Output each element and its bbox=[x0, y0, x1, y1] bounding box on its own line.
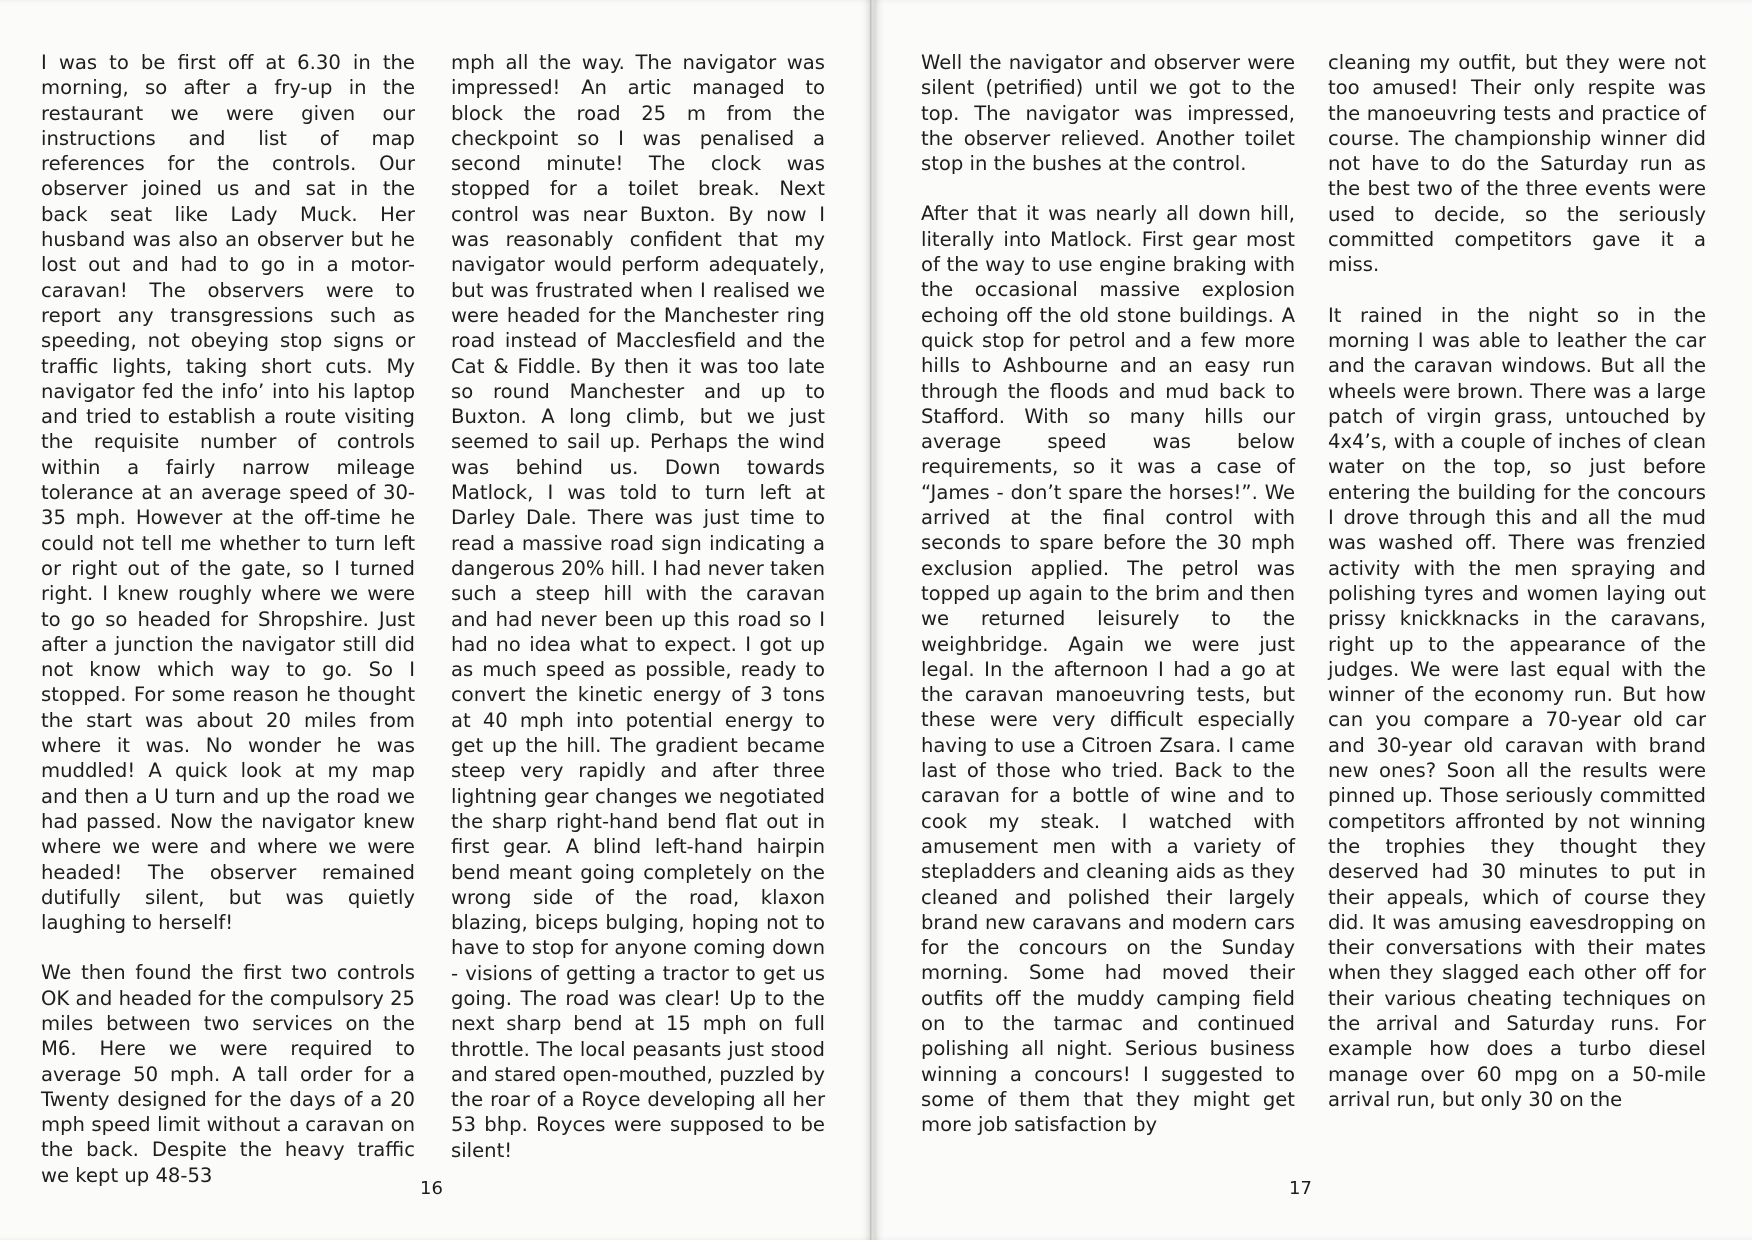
left-page-column-2 bbox=[451, 50, 825, 1163]
left-page bbox=[0, 0, 872, 1240]
right-page-column-1 bbox=[921, 50, 1295, 1137]
right-page bbox=[874, 0, 1752, 1240]
page-number: 17 bbox=[1289, 1178, 1312, 1199]
paragraph: After that it was nearly all down hill, literally into Matlock. First gear most of the way to use engine braking with the occasional massive explosion echoing off the old stone buildings. A quick stop for petrol and a few more hills to Ashbourne and an easy run through the floods and mud back to Stafford. With so many hills our average speed was below requirements, so it was a case of “James - don’t spare the horses!”. We arrived at the final control with seconds to spare before the 30 mph exclusion applied. The petrol was topped up again to the brim and then we returned leisurely to the weighbridge. Again we were just legal. In the afternoon I had a go at the caravan manoeuvring tests, but these were very difficult especially having to use a Citroen Zsara. I came last of those who tried. Back to the caravan for a bottle of wine and to cook my steak. I watched with amusement men with a variety of stepladders and cleaning aids as they cleaned and polished their largely brand new caravans and modern cars for the concours on the Sunday morning. Some had moved their outfits off the muddy camping field on to the tarmac and continued polishing all night. Serious business winning a concours! I suggested to some of them that they might get more job satisfaction by bbox=[921, 202, 1295, 1137]
paragraph: We then found the first two controls OK and headed for the compulsory 25 miles between two services on the M6. Here we were required to average 50 mph. A tall order for a Twenty designed for the days of a 20 mph speed limit without a caravan on the back. Despite the heavy traffic we kept up 48-53 bbox=[41, 961, 415, 1187]
left-page-column-1 bbox=[41, 50, 415, 1188]
paragraph: It rained in the night so in the morning I was able to leather the car and the caravan windows. But all the wheels were brown. There was a large patch of virgin grass, untouched by 4x4’s, with a couple of inches of clean water on the top, so just before entering the building for the concours I drove through this and all the mud was washed off. There was frenzied activity with the men spraying and polishing tyres and women laying out prissy knickknacks in the caravans, right up to the appearance of the judges. We were last equal with the winner of the economy run. But how can you compare a 70-year old car and 30-year old caravan with brand new ones? Soon all the results were pinned up. Those seriously committed competitors affronted by not winning the trophies they thought they deserved had 30 minutes to put in their appeals, which of course they did. It was amusing eavesdropping on their conversations with their mates when they slagged each other off for their various cheating techniques on the arrival and Saturday runs. For example how does a turbo diesel manage over 60 mpg on a 50-mile arrival run, but only 30 on the bbox=[1328, 303, 1706, 1111]
paragraph: mph all the way. The navigator was impressed! An artic managed to block the road 25 m from the checkpoint so I was penalised a second minute! The clock was stopped for a toilet break. Next control was near Buxton. By now I was reasonably confident that my navigator would perform adequately, but was frustrated when I realised we were headed for the Manchester ring road instead of Macclesfield and the Cat & Fiddle. By then it was too late so round Manchester and up to Buxton. A long climb, but we just seemed to sail up. Perhaps the wind was behind us. Down towards Matlock, I was told to turn left at Darley Dale. There was just time to read a massive road sign indicating a dangerous 20% hill. I had never taken such a steep hill with the caravan and had never been up this road so I had no idea what to expect. I got up as much speed as possible, ready to convert the kinetic energy of 3 tons at 40 mph into potential energy to get up the hill. The gradient became steep very rapidly and after three lightning gear changes we negotiated the sharp right-hand bend flat out in first gear. A blind left-hand hairpin bend meant going completely on the wrong side of the road, klaxon blazing, biceps bulging, hoping not to have to stop for anyone coming down - visions of getting a tractor to get us going. The road was clear! Up to the next sharp bend at 15 mph on full throttle. The local peasants just stood and stared open-mouthed, puzzled by the roar of a Royce developing all her 53 bhp. Royces were supposed to be silent! bbox=[451, 51, 825, 1162]
right-page-column-2 bbox=[1328, 50, 1706, 1112]
paragraph: I was to be first off at 6.30 in the morning, so after a fry-up in the restaurant we were given our instructions and list of map references for the controls. Our observer joined us and sat in the back seat like Lady Muck. Her husband was also an observer but he lost out and had to go in a motor-caravan! The observers were to report any transgressions such as speeding, not obeying stop signs or traffic lights, taking short cuts. My navigator fed the info’ into his laptop and tried to establish a route visiting the requisite number of controls within a fairly narrow mileage tolerance at an average speed of 30-35 mph. However at the off-time he could not tell me whether to turn left or right out of the gate, so I turned right. I knew roughly where we were to go so headed for Shropshire. Just after a junction the navigator still did not know which way to go. So I stopped. For some reason he thought the start was about 20 miles from where it was. No wonder he was muddled! A quick look at my map and then a U turn and up the road we had passed. Now the navigator knew where we were and where we were headed! The observer remained dutifully silent, but was quietly laughing to herself! bbox=[41, 51, 415, 935]
paragraph: Well the navigator and observer were silent (petrified) until we got to the top. The navigator was impressed, the observer relieved. Another toilet stop in the bushes at the control. bbox=[921, 51, 1295, 176]
paragraph: cleaning my outfit, but they were not too amused! Their only respite was the manoeuvring tests and practice of course. The championship winner did not have to do the Saturday run as the best two of the three events were used to decide, so the seriously committed competitors gave it a miss. bbox=[1328, 51, 1706, 277]
page-number: 16 bbox=[420, 1178, 443, 1199]
